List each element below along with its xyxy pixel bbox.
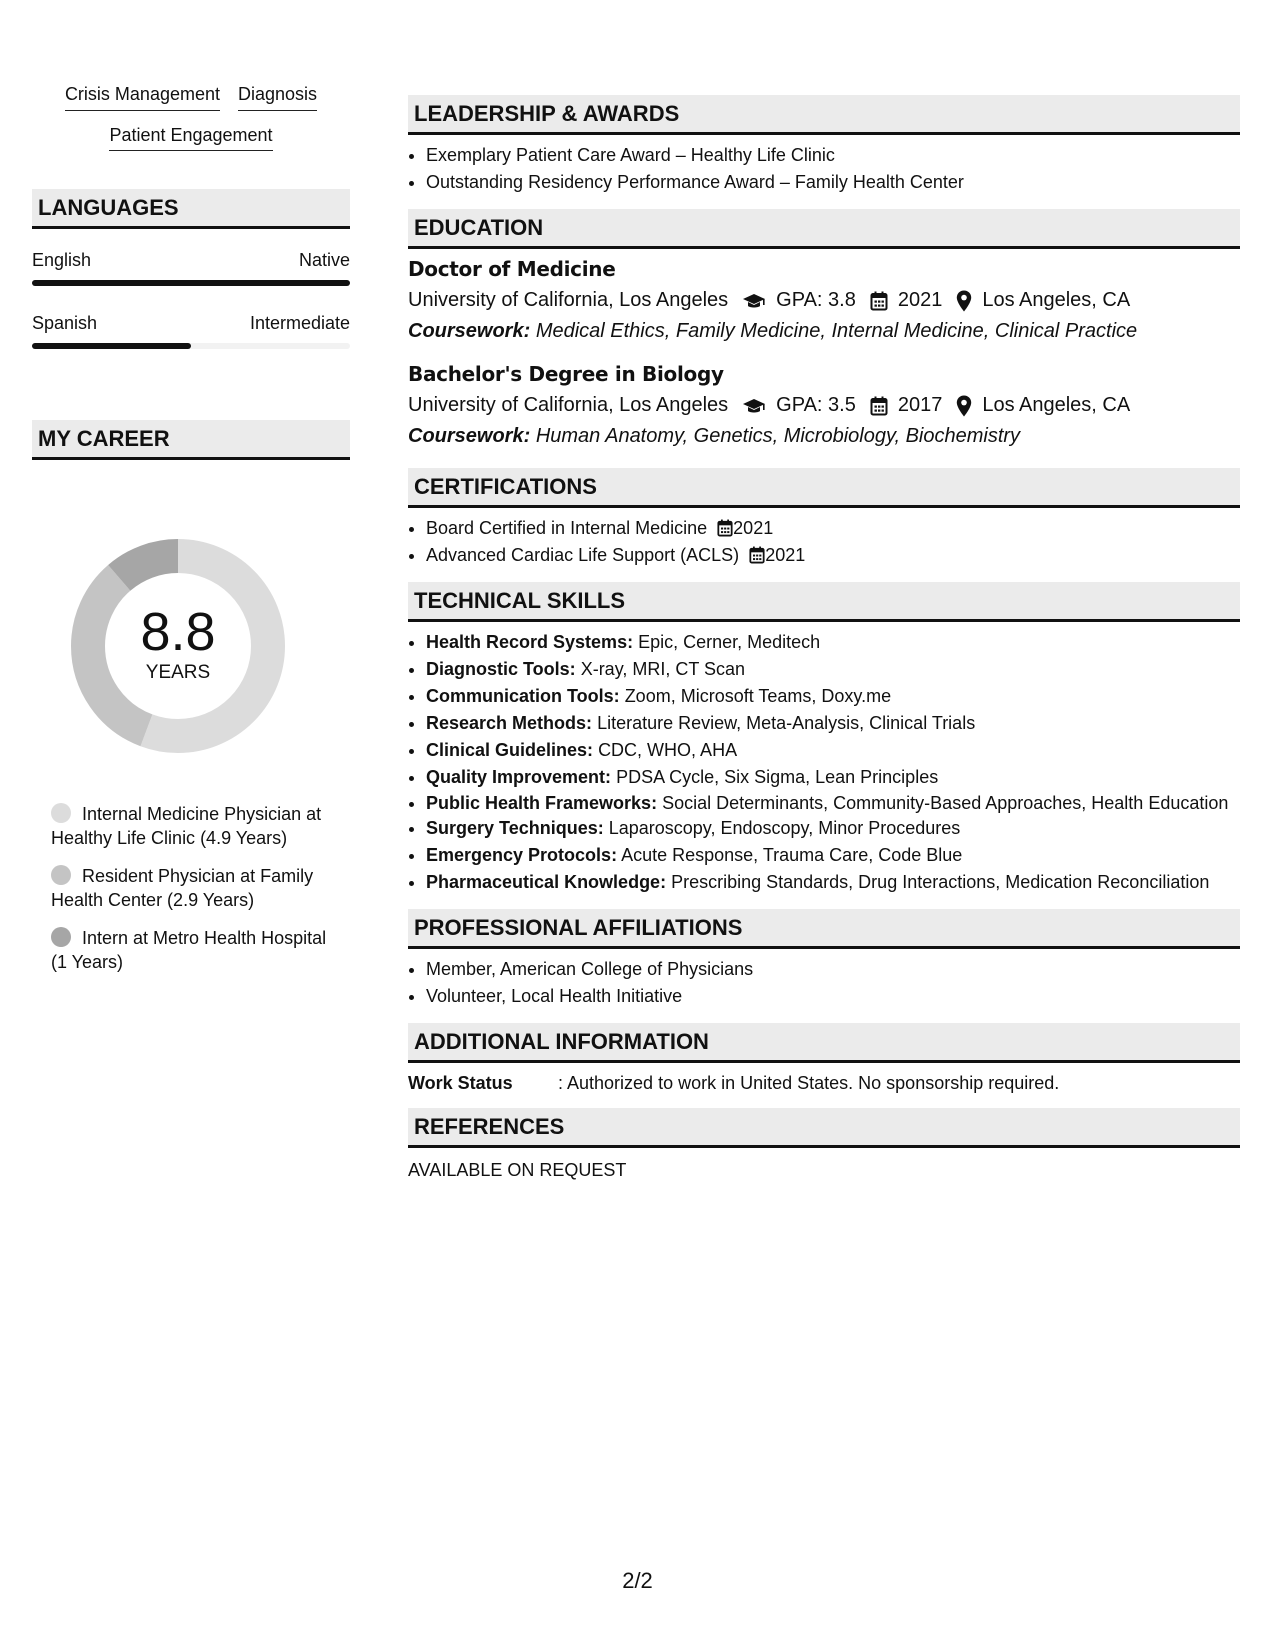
career-total-unit: YEARS xyxy=(145,662,211,683)
language-item xyxy=(32,250,350,286)
career-total xyxy=(66,604,290,684)
skill-item xyxy=(426,656,1240,683)
education-entry xyxy=(408,257,1240,343)
school-name: University of California, Los Angeles xyxy=(408,394,729,416)
languages-heading: LANGUAGES xyxy=(32,189,350,229)
skill-tag: Patient Engagement xyxy=(109,125,272,152)
certification-year: 2021 xyxy=(733,518,774,538)
skill-tag: Diagnosis xyxy=(238,84,317,111)
work-status-value: : Authorized to work in United States. No sponsorship required. xyxy=(558,1073,1060,1093)
location-pin-icon xyxy=(956,290,972,312)
list-item: • Outstanding Residency Performance Award – Family Health Center xyxy=(426,169,1240,196)
language-item xyxy=(32,313,350,349)
degree-title: Bachelor's Degree in Biology xyxy=(408,362,724,386)
skill-value: Prescribing Standards, Drug Interactions, Medication Reconciliation xyxy=(671,872,1210,892)
legend-dot-icon xyxy=(51,865,71,885)
skill-value: PDSA Cycle, Six Sigma, Lean Principles xyxy=(616,767,939,787)
certifications-heading: CERTIFICATIONS xyxy=(408,468,1240,508)
affiliations-list xyxy=(408,956,1240,1010)
skill-label: Quality Improvement: xyxy=(426,767,612,787)
page-number: 2/2 xyxy=(622,1568,653,1593)
legend-label: Intern at Metro Health Hospital (1 Years) xyxy=(51,928,327,972)
skill-value: Zoom, Microsoft Teams, Doxy.me xyxy=(624,686,892,706)
language-bar xyxy=(32,343,350,349)
graduation-year: 2017 xyxy=(897,394,943,416)
leadership-list xyxy=(408,142,1240,196)
graduation-year: 2021 xyxy=(897,289,943,311)
career-heading: MY CAREER xyxy=(32,420,350,460)
coursework-label: Coursework: xyxy=(408,320,531,342)
legend-dot-icon xyxy=(51,927,71,947)
skill-item xyxy=(426,815,1240,842)
work-status-row xyxy=(408,1073,1240,1094)
skill-tags xyxy=(32,84,350,151)
career-legend-item xyxy=(51,926,341,974)
language-name: Spanish xyxy=(32,313,98,334)
gpa: GPA: 3.5 xyxy=(776,394,856,416)
skill-item xyxy=(426,842,1240,869)
skill-label: Emergency Protocols: xyxy=(426,845,618,865)
certification-name: Board Certified in Internal Medicine xyxy=(426,518,708,538)
skill-item xyxy=(426,791,1240,815)
skill-item xyxy=(426,737,1240,764)
location: Los Angeles, CA xyxy=(982,289,1131,311)
references-text: AVAILABLE ON REQUEST xyxy=(408,1160,627,1180)
language-bar-fill xyxy=(32,280,350,286)
legend-label: Resident Physician at Family Health Center (2.9 Years) xyxy=(51,866,314,910)
skill-item xyxy=(426,869,1240,896)
right-column xyxy=(408,95,1240,1181)
list-item xyxy=(426,542,1240,569)
skill-value: Acute Response, Trauma Care, Code Blue xyxy=(621,845,963,865)
language-level: Intermediate xyxy=(249,313,350,334)
education-heading: EDUCATION xyxy=(408,209,1240,249)
skill-value: Epic, Cerner, Meditech xyxy=(638,632,821,652)
skill-item xyxy=(426,764,1240,791)
list-item: • Member, American College of Physicians xyxy=(426,956,1240,983)
technical-skills-heading: TECHNICAL SKILLS xyxy=(408,582,1240,622)
skill-item xyxy=(426,683,1240,710)
legend-dot-icon xyxy=(51,803,71,823)
career-legend-item xyxy=(51,802,341,850)
work-status-label: Work Status xyxy=(408,1073,513,1093)
certification-year: 2021 xyxy=(765,545,806,565)
list-item: • Volunteer, Local Health Initiative xyxy=(426,983,1240,1010)
additional-info-heading: ADDITIONAL INFORMATION xyxy=(408,1023,1240,1063)
skill-tag: Crisis Management xyxy=(65,84,220,111)
skill-label: Public Health Frameworks: xyxy=(426,793,658,813)
skill-value: X-ray, MRI, CT Scan xyxy=(580,659,746,679)
calendar-icon xyxy=(870,291,888,311)
skill-value: Laparoscopy, Endoscopy, Minor Procedures xyxy=(608,818,961,838)
language-bar xyxy=(32,280,350,286)
skill-item xyxy=(426,629,1240,656)
skill-label: Surgery Techniques: xyxy=(426,818,604,838)
skill-label: Research Methods: xyxy=(426,713,593,733)
skill-value: CDC, WHO, AHA xyxy=(598,740,738,760)
technical-skills-list xyxy=(408,629,1240,896)
gpa: GPA: 3.8 xyxy=(776,289,856,311)
skill-label: Communication Tools: xyxy=(426,686,620,706)
left-column xyxy=(32,84,350,972)
references-heading: REFERENCES xyxy=(408,1108,1240,1148)
career-donut-chart xyxy=(66,534,290,758)
list-item xyxy=(426,515,1240,542)
coursework-list: Medical Ethics, Family Medicine, Internal Medicine, Clinical Practice xyxy=(535,320,1138,342)
career-total-value: 8.8 xyxy=(140,602,216,662)
coursework xyxy=(408,320,1240,343)
certifications-list xyxy=(408,515,1240,569)
graduation-cap-icon xyxy=(742,397,766,415)
location: Los Angeles, CA xyxy=(982,394,1131,416)
location-pin-icon xyxy=(956,395,972,417)
calendar-icon xyxy=(749,546,765,564)
coursework xyxy=(408,425,1240,448)
legend-label: Internal Medicine Physician at Healthy Life Clinic (4.9 Years) xyxy=(51,804,322,848)
list-item: • Exemplary Patient Care Award – Healthy Life Clinic xyxy=(426,142,1240,169)
skill-label: Health Record Systems: xyxy=(426,632,634,652)
school-name: University of California, Los Angeles xyxy=(408,289,729,311)
career-legend xyxy=(51,802,341,988)
leadership-heading: LEADERSHIP & AWARDS xyxy=(408,95,1240,135)
graduation-cap-icon xyxy=(742,292,766,310)
career-legend-item xyxy=(51,864,341,912)
education-entry xyxy=(408,362,1240,448)
language-bar-fill xyxy=(32,343,191,349)
affiliations-heading: PROFESSIONAL AFFILIATIONS xyxy=(408,909,1240,949)
coursework-list: Human Anatomy, Genetics, Microbiology, Biochemistry xyxy=(535,425,1021,447)
degree-title: Doctor of Medicine xyxy=(408,257,616,281)
skill-label: Diagnostic Tools: xyxy=(426,659,576,679)
skill-label: Clinical Guidelines: xyxy=(426,740,594,760)
skill-label: Pharmaceutical Knowledge: xyxy=(426,872,667,892)
skill-value: Social Determinants, Community-Based Approaches, Health Education xyxy=(662,793,1229,813)
coursework-label: Coursework: xyxy=(408,425,531,447)
language-level: Native xyxy=(298,250,350,271)
certification-name: Advanced Cardiac Life Support (ACLS) xyxy=(426,545,740,565)
skill-item xyxy=(426,710,1240,737)
calendar-icon xyxy=(870,396,888,416)
language-name: English xyxy=(32,250,92,271)
skill-value: Literature Review, Meta-Analysis, Clinical Trials xyxy=(597,713,976,733)
calendar-icon xyxy=(717,519,733,537)
